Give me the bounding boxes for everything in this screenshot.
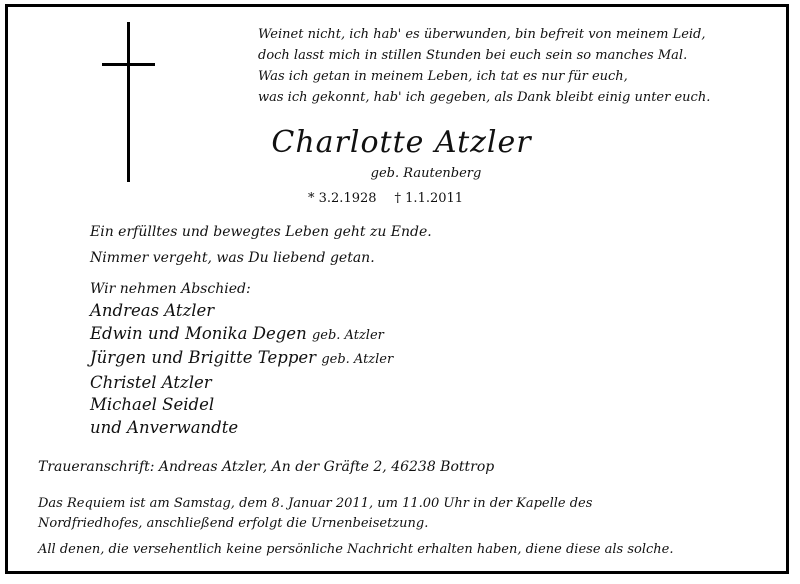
- poem-line: Weinet nicht, ich hab' es überwunden, bin befreit von meinem Leid,: [258, 27, 706, 42]
- maiden-name: geb. Rautenberg: [370, 166, 482, 181]
- family-member: [90, 394, 393, 417]
- family-member: [90, 300, 393, 323]
- family-member-suffix: geb. Atzler: [321, 352, 394, 367]
- tribute-line: Ein erfülltes und bewegtes Leben geht zu Ende.: [90, 224, 432, 240]
- cross-icon-bar: [102, 63, 155, 66]
- poem: [258, 24, 778, 108]
- closing-note: All denen, die versehentlich keine persönliche Nachricht erhalten haben, diene diese als solche.: [38, 542, 674, 557]
- family-list: [90, 300, 393, 439]
- family-member-name: Jürgen und Brigitte Tepper: [90, 348, 317, 367]
- farewell-intro: Wir nehmen Abschied:: [90, 281, 251, 297]
- birth-date: * 3.2.1928: [308, 191, 377, 206]
- tribute-line: Nimmer vergeht, was Du liebend getan.: [90, 250, 375, 266]
- family-member: [90, 347, 393, 372]
- requiem-line: Nordfriedhofes, anschließend erfolgt die Urnenbeisetzung.: [38, 516, 429, 531]
- family-member-name: und Anverwandte: [90, 417, 239, 437]
- requiem-info: [38, 494, 592, 534]
- requiem-line: Das Requiem ist am Samstag, dem 8. Januar 2011, um 11.00 Uhr in der Kapelle des: [38, 496, 593, 511]
- family-member: [90, 417, 393, 440]
- family-member-suffix: geb. Atzler: [311, 327, 384, 343]
- deceased-name: Charlotte Atzler: [271, 125, 532, 160]
- family-member-name: Michael Seidel: [90, 395, 215, 414]
- poem-line: was ich gekonnt, hab' ich gegeben, als Dank bleibt einig unter euch.: [258, 90, 711, 105]
- family-member: [90, 372, 393, 395]
- family-member-name: Christel Atzler: [90, 372, 212, 392]
- family-member-name: Andreas Atzler: [90, 301, 215, 320]
- mourning-address: Traueranschrift: Andreas Atzler, An der Gräfte 2, 46238 Bottrop: [38, 459, 495, 475]
- poem-line: doch lasst mich in stillen Stunden bei euch sein so manches Mal.: [258, 48, 688, 63]
- poem-line: Was ich getan in meinem Leben, ich tat es nur für euch,: [258, 69, 628, 84]
- death-date: † 1.1.2011: [394, 191, 464, 206]
- family-member: [90, 323, 393, 348]
- life-dates: [308, 191, 481, 206]
- family-member-name: Edwin und Monika Degen: [90, 323, 307, 343]
